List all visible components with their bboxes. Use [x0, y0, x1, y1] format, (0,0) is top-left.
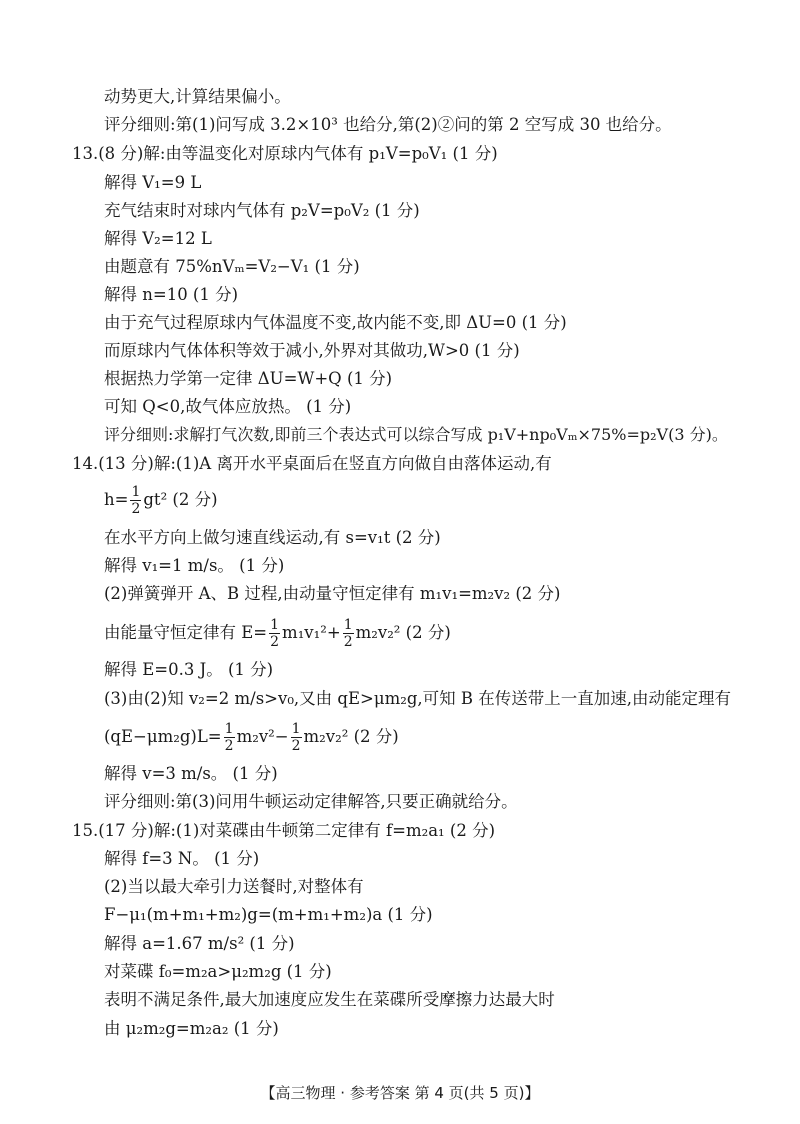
scoring-note: 评分细则:求解打气次数,即前三个表达式可以综合写成 p₁V+np₀Vₘ×75%=p₂V(3 分)。	[104, 425, 728, 444]
fraction: $\frac{1}{2}$	[131, 483, 141, 517]
text-line: 解得 E=0.3 J。 (1 分)	[104, 660, 274, 679]
fraction: $\frac{1}{2}$	[291, 720, 301, 754]
equation-text: 由能量守恒定律有 E=	[104, 623, 268, 642]
text-line: 根据热力学第一定律 ΔU=W+Q (1 分)	[104, 369, 393, 388]
text-line: (3)由(2)知 v₂=2 m/s>v₀,又由 qE>μm₂g,可知 B 在传送带上一直加速,由动能定理有	[104, 689, 731, 708]
text-line: 解得 v₁=1 m/s。 (1 分)	[104, 556, 285, 575]
text-line: (2)当以最大牵引力送餐时,对整体有	[104, 877, 364, 896]
equation-line	[104, 612, 451, 654]
text-line: 由于充气过程原球内气体温度不变,故内能不变,即 ΔU=0 (1 分)	[104, 313, 567, 332]
text-line: 由题意有 75%nVₘ=V₂−V₁ (1 分)	[104, 257, 360, 276]
equation-text: h=	[104, 490, 129, 509]
question-14-heading: 14.(13 分)解:(1)A 离开水平桌面后在竖直方向做自由落体运动,有	[72, 454, 552, 473]
fraction: $\frac{1}{2}$	[343, 616, 353, 650]
text-line: (2)弹簧弹开 A、B 过程,由动量守恒定律有 m₁v₁=m₂v₂ (2 分)	[104, 584, 561, 603]
text-line: 解得 V₂=12 L	[104, 229, 212, 248]
text-line: 解得 v=3 m/s。 (1 分)	[104, 764, 278, 783]
equation-text: gt² (2 分)	[143, 490, 218, 509]
fraction: $\frac{1}{2}$	[224, 720, 234, 754]
text-line: 可知 Q<0,故气体应放热。 (1 分)	[104, 397, 352, 416]
text-line: 充气结束时对球内气体有 p₂V=p₀V₂ (1 分)	[104, 201, 420, 220]
text-line: 动势更大,计算结果偏小。	[104, 87, 291, 106]
text-line: 对菜碟 f₀=m₂a>μ₂m₂g (1 分)	[104, 962, 332, 981]
fraction: $\frac{1}{2}$	[270, 616, 280, 650]
text-line: 而原球内气体体积等效于减小,外界对其做功,W>0 (1 分)	[104, 341, 520, 360]
text-line: 解得 f=3 N。 (1 分)	[104, 849, 260, 868]
text-line: F−μ₁(m+m₁+m₂)g=(m+m₁+m₂)a (1 分)	[104, 905, 433, 924]
equation-text: m₂v₂² (2 分)	[303, 727, 399, 746]
equation-text: m₂v²−	[236, 727, 289, 746]
equation-text: m₂v₂² (2 分)	[355, 623, 451, 642]
text-line: 解得 a=1.67 m/s² (1 分)	[104, 934, 295, 953]
equation-text: m₁v₁²+	[282, 623, 341, 642]
question-15-heading: 15.(17 分)解:(1)对菜碟由牛顿第二定律有 f=m₂a₁ (2 分)	[72, 821, 496, 840]
page-footer: 【高三物理 · 参考答案 第 4 页(共 5 页)】	[260, 1084, 540, 1102]
equation-line	[104, 716, 399, 758]
text-line: 评分细则:第(1)问写成 3.2×10³ 也给分,第(2)②问的第 2 空写成 30 也给分。	[104, 115, 672, 134]
equation-text: (qE−μm₂g)L=	[104, 727, 222, 746]
question-13-heading: 13.(8 分)解:由等温变化对原球内气体有 p₁V=p₀V₁ (1 分)	[72, 144, 498, 163]
equation-line	[104, 479, 218, 521]
text-line: 表明不满足条件,最大加速度应发生在菜碟所受摩擦力达最大时	[104, 990, 555, 1009]
text-line: 解得 V₁=9 L	[104, 173, 202, 192]
text-line: 解得 n=10 (1 分)	[104, 285, 239, 304]
scoring-note: 评分细则:第(3)问用牛顿运动定律解答,只要正确就给分。	[104, 792, 518, 811]
text-line: 由 μ₂m₂g=m₂a₂ (1 分)	[104, 1019, 279, 1038]
text-line: 在水平方向上做匀速直线运动,有 s=v₁t (2 分)	[104, 528, 441, 547]
